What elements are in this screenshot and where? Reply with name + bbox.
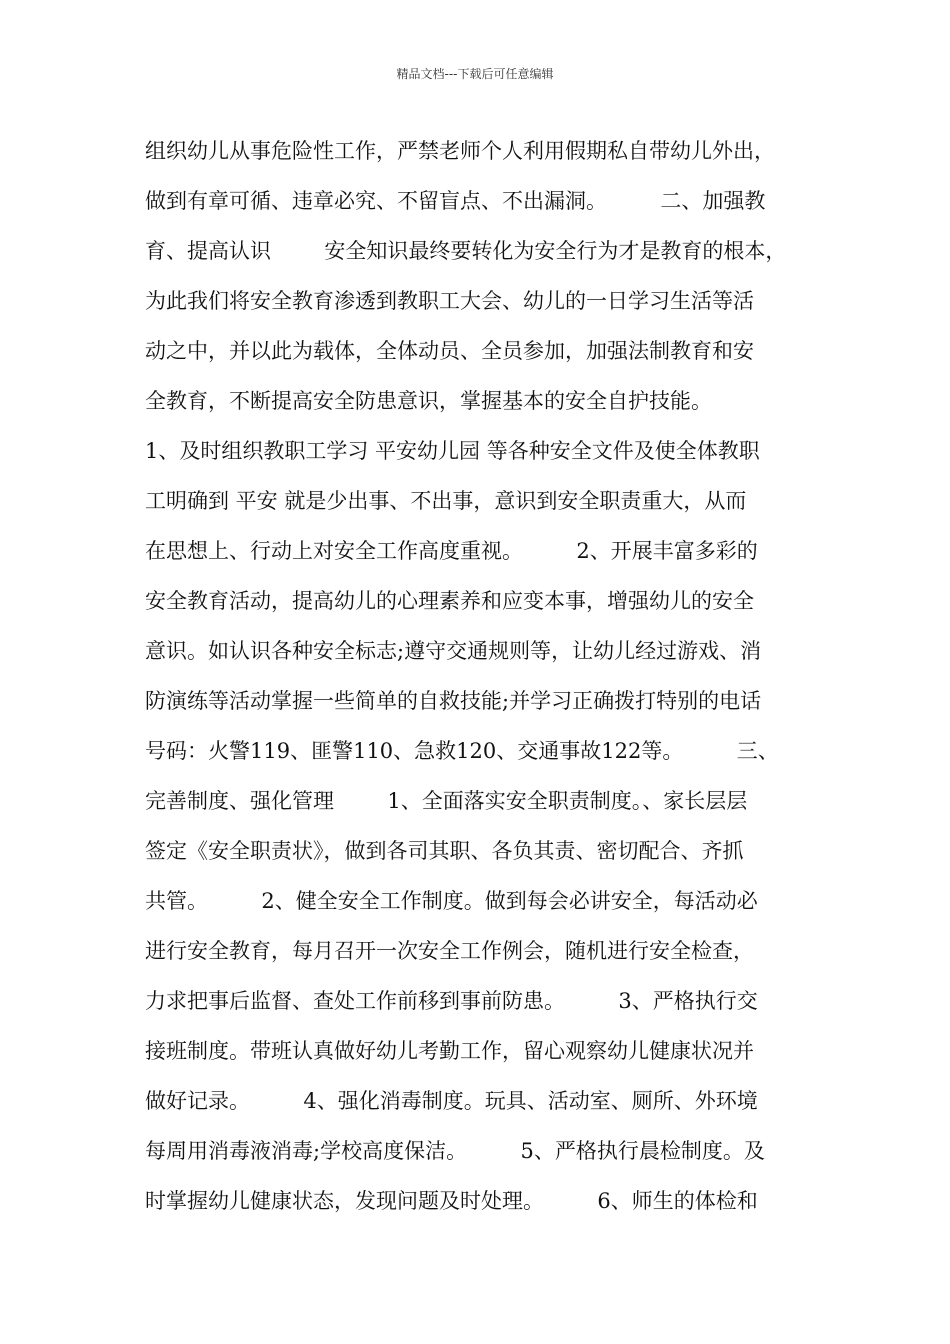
body-line: 全教育，不断提高安全防患意识，掌握基本的安全自护技能。 [145, 389, 712, 413]
body-line: 1、及时组织教职工学习 平安幼儿园 等各种安全文件及使全体教职 [145, 439, 760, 463]
body-line: 为此我们将安全教育渗透到教职工大会、幼儿的一日学习生活等活 [145, 289, 754, 313]
body-line: 防演练等活动掌握一些简单的自救技能;并学习正确拨打特别的电话 [145, 689, 762, 713]
body-line: 力求把事后监督、查处工作前移到事前防患。 3、严格执行交 [145, 989, 758, 1013]
body-line: 签定《安全职责状》，做到各司其职、各负其责、密切配合、齐抓 [145, 839, 744, 863]
document-body [145, 126, 845, 1226]
body-line: 进行安全教育，每月召开一次安全工作例会，随机进行安全检查， [145, 939, 754, 963]
body-line: 完善制度、强化管理 1、全面落实安全职责制度。、家长层层 [145, 789, 748, 813]
body-line: 号码：火警119、匪警110、急救120、交通事故122等。 三、 [145, 739, 779, 763]
body-line: 组织幼儿从事危险性工作，严禁老师个人利用假期私自带幼儿外出， [145, 139, 775, 163]
body-line: 时掌握幼儿健康状态，发现问题及时处理。 6、师生的体检和 [145, 1189, 758, 1213]
body-line: 工明确到 平安 就是少出事、不出事，意识到安全职责重大，从而 [145, 489, 747, 513]
body-line: 在思想上、行动上对安全工作高度重视。 2、开展丰富多彩的 [145, 539, 758, 563]
body-line: 做好记录。 4、强化消毒制度。玩具、活动室、厕所、外环境 [145, 1089, 758, 1113]
body-line: 动之中，并以此为载体，全体动员、全员参加，加强法制教育和安 [145, 339, 754, 363]
body-line: 安全教育活动，提高幼儿的心理素养和应变本事，增强幼儿的安全 [145, 589, 754, 613]
body-line: 每周用消毒液消毒;学校高度保洁。 5、严格执行晨检制度。及 [145, 1139, 765, 1163]
body-line: 做到有章可循、违章必究、不留盲点、不出漏洞。 二、加强教 [145, 189, 766, 213]
body-line: 意识。如认识各种安全标志;遵守交通规则等，让幼儿经过游戏、消 [145, 639, 762, 663]
page-header: 精品文档---下载后可任意编辑 [396, 67, 554, 81]
body-line: 育、提高认识 安全知识最终要转化为安全行为才是教育的根本， [145, 239, 787, 263]
body-line: 接班制度。带班认真做好幼儿考勤工作，留心观察幼儿健康状况并 [145, 1039, 754, 1063]
body-line: 共管。 2、健全安全工作制度。做到每会必讲安全，每活动必 [145, 889, 758, 913]
